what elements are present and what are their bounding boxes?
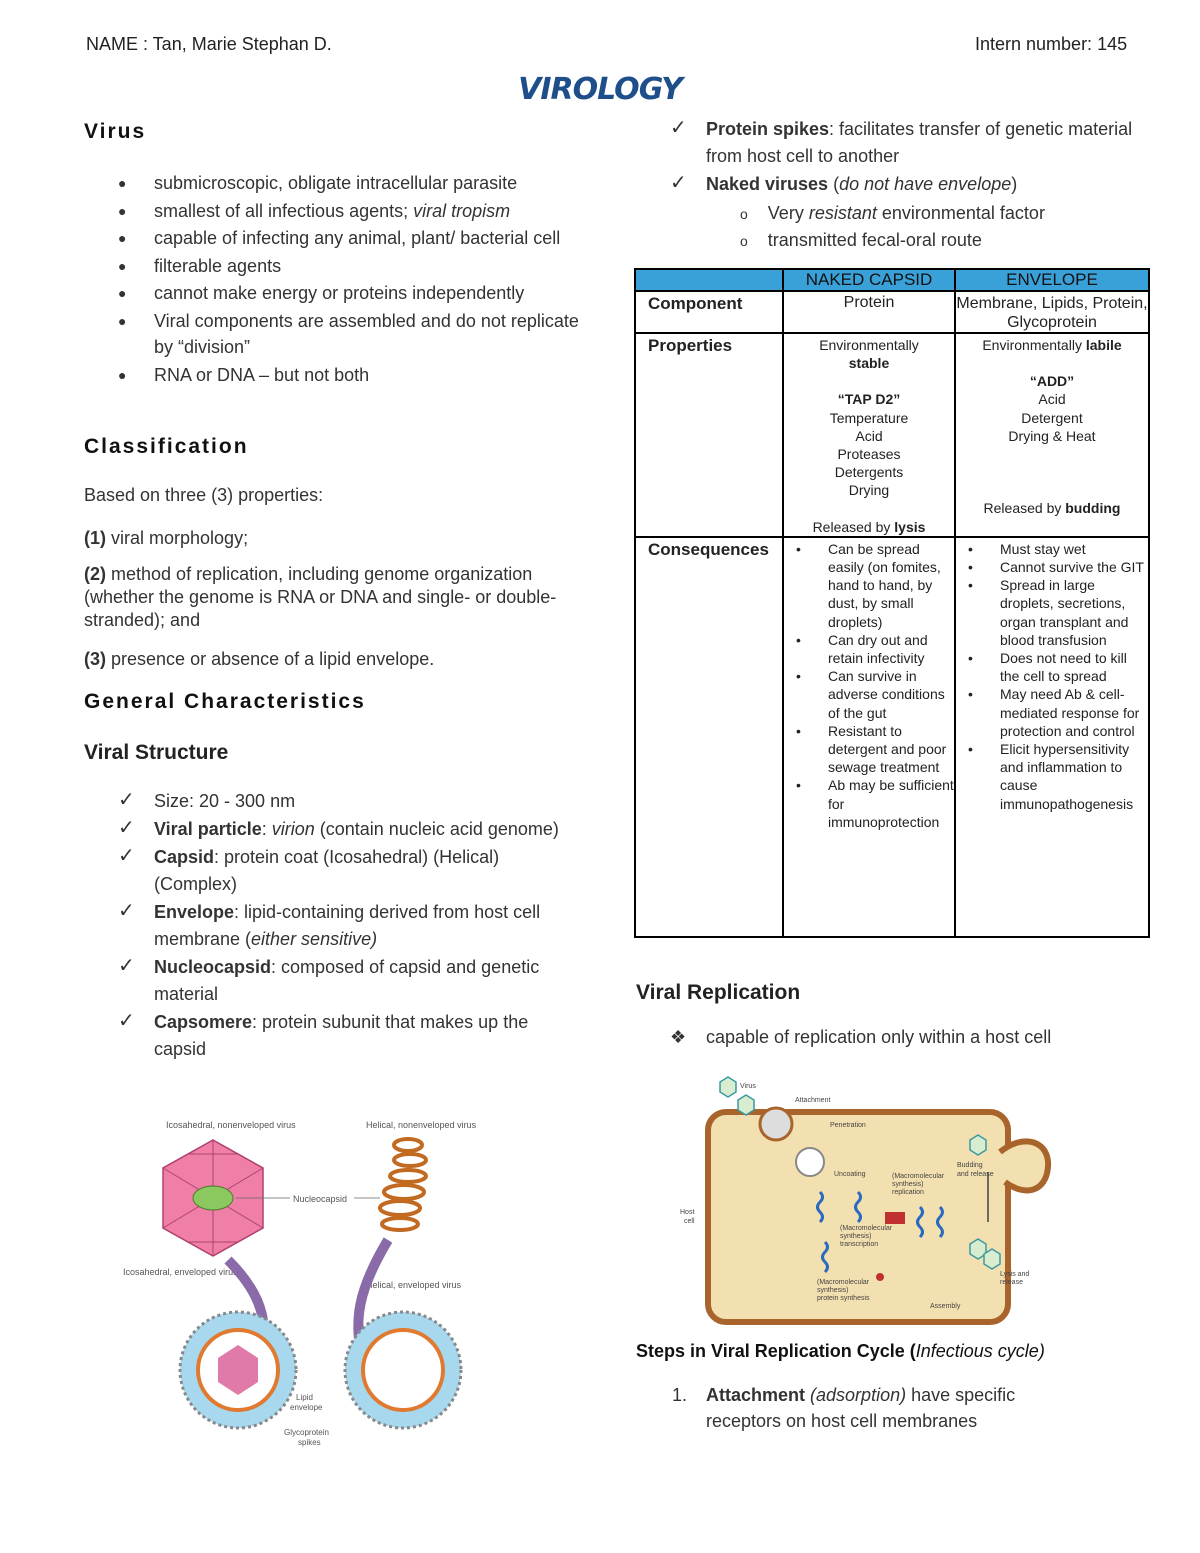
general-heading: General Characteristics xyxy=(84,690,366,713)
label-hel-env: Helical, enveloped virus xyxy=(366,1280,462,1290)
svg-text:replication: replication xyxy=(892,1189,924,1196)
table-row: Consequences • Can be spread easily (on fomites, hand to hand, by dust, by small droplets) • Can dry out and retain infectivity • Can survive in adverse conditions of the gut • Resistant to detergent and poor sewage treatment • Ab may be sufficient for immunoprotection • Must stay wet • Cannot survive the GIT • Spread in large droplets, secretions, organ transplant and blood transfusion • Does not need to kill the cell to spread • May need Ab & cell-mediated response for protection and control • Elicit hypersensitivity and inflammation to cause immunopathogenesis xyxy=(635,537,1149,937)
checkmark-icon: ✓ xyxy=(118,900,135,922)
checkmark-icon: ✓ xyxy=(670,117,687,139)
bullet-icon: ● xyxy=(118,175,127,191)
checkmark-icon: ✓ xyxy=(118,1010,135,1032)
svg-text:(Macromolecular: (Macromolecular xyxy=(892,1173,945,1180)
svg-text:Budding: Budding xyxy=(957,1162,983,1169)
list-item: ✓ Naked viruses (do not have envelope) xyxy=(636,171,1136,198)
list-item: ✓ Viral particle: virion (contain nucleic acid genome) xyxy=(84,816,584,843)
svg-text:Attachment: Attachment xyxy=(795,1097,831,1104)
classification-item-3: (3) presence or absence of a lipid envelope. xyxy=(84,649,435,669)
replication-cycle-figure xyxy=(680,1072,1060,1332)
checkmark-icon: ✓ xyxy=(118,845,135,867)
label-ico-env: Icosahedral, enveloped virus xyxy=(123,1267,238,1277)
list-item: ● smallest of all infectious agents; viral tropism xyxy=(84,198,584,225)
list-item: ● capable of infecting any animal, plant/ bacterial cell xyxy=(84,225,584,252)
svg-text:Lysis and: Lysis and xyxy=(1000,1271,1030,1278)
svg-text:Assembly: Assembly xyxy=(930,1303,961,1310)
diamond-bullet-icon: ❖ xyxy=(670,1027,687,1047)
header-envelope: ENVELOPE xyxy=(955,269,1149,291)
list-item: ● filterable agents xyxy=(84,253,584,280)
list-item: ✓ Nucleocapsid: composed of capsid and genetic material xyxy=(118,955,540,1004)
list-item: ✓ Capsid: protein coat (Icosahedral) (Helical) (Complex) xyxy=(118,845,500,894)
list-item: ✓ Size: 20 - 300 nm xyxy=(84,788,584,815)
sub-item-2: o transmitted fecal-oral route xyxy=(740,230,982,250)
checkmark-icon: ✓ xyxy=(118,789,135,811)
page-title: VIROLOGY xyxy=(518,72,682,107)
header-naked: NAKED CAPSID xyxy=(783,269,955,291)
viral-structure-heading: Viral Structure xyxy=(84,741,229,764)
label-envelope: envelope xyxy=(290,1403,323,1412)
svg-text:synthesis): synthesis) xyxy=(892,1181,924,1188)
checkmark-icon: ✓ xyxy=(118,817,135,839)
virus-structure-figure xyxy=(118,1100,528,1460)
bullet-icon: ● xyxy=(118,285,127,301)
svg-text:and release: and release xyxy=(957,1171,994,1178)
svg-text:(Macromolecular: (Macromolecular xyxy=(817,1279,870,1286)
svg-text:release: release xyxy=(1000,1279,1023,1286)
label-hel-nonenv: Helical, nonenveloped virus xyxy=(366,1120,477,1130)
list-item: ● submicroscopic, obligate intracellular parasite xyxy=(84,170,584,197)
budding-virus xyxy=(1000,1141,1048,1190)
list-item: ● RNA or DNA – but not both xyxy=(84,362,584,389)
student-name: NAME : Tan, Marie Stephan D. xyxy=(86,34,332,54)
checkmark-icon: ✓ xyxy=(670,172,687,194)
classification-heading: Classification xyxy=(84,435,249,458)
list-item: ● cannot make energy or proteins independently xyxy=(84,280,584,307)
right-top-list xyxy=(636,116,1136,199)
svg-text:synthesis): synthesis) xyxy=(840,1233,872,1240)
structure-list xyxy=(84,788,584,1064)
viral-replication-heading: Viral Replication xyxy=(636,981,801,1004)
nucleic-acid xyxy=(193,1186,233,1210)
table-row: Properties Environmentally stable “TAP D2” Temperature Acid Proteases Detergents Drying Released by lysis Environmentally labile “ADD” Acid Detergent Drying & Heat Released by budding xyxy=(635,333,1149,537)
svg-text:protein synthesis: protein synthesis xyxy=(817,1295,870,1302)
bullet-icon: ● xyxy=(118,257,127,274)
svg-text:Penetration: Penetration xyxy=(830,1122,866,1129)
label-ico-nonenv: Icosahedral, nonenveloped virus xyxy=(166,1120,296,1130)
list-item: ✓ Protein spikes: facilitates transfer of genetic material from host cell to another xyxy=(670,117,1133,166)
classification-intro: Based on three (3) properties: xyxy=(84,485,324,505)
svg-text:Host: Host xyxy=(680,1209,695,1216)
host-cell xyxy=(708,1112,1008,1322)
virus-heading: Virus xyxy=(84,120,147,143)
bullet-icon: ● xyxy=(118,312,127,329)
virus-bullets xyxy=(84,170,584,389)
svg-text:Uncoating: Uncoating xyxy=(834,1171,866,1178)
step-1: 1. Attachment (adsorption) have specific receptors on host cell membranes xyxy=(672,1385,1016,1431)
svg-text:Virus: Virus xyxy=(740,1083,756,1090)
list-item: ✓ Capsomere: protein subunit that makes up the capsid xyxy=(118,1010,529,1059)
checkmark-icon: ✓ xyxy=(118,955,135,977)
list-item: ✓ Envelope: lipid-containing derived from host cell membrane (either sensitive) xyxy=(118,900,541,949)
label-spikes: spikes xyxy=(298,1438,321,1447)
bullet-icon: ● xyxy=(118,230,127,246)
steps-title: Steps in Viral Replication Cycle (Infectious cycle) xyxy=(636,1341,1045,1361)
sub-item-1: o Very resistant environmental factor xyxy=(740,203,1045,223)
svg-text:(Macromolecular: (Macromolecular xyxy=(840,1225,893,1232)
bullet-icon: ● xyxy=(118,366,127,383)
bullet-icon: ● xyxy=(118,202,127,219)
table-row: Component Protein Membrane, Lipids, Protein, Glycoprotein xyxy=(635,291,1149,333)
list-item: ● Viral components are assembled and do not replicate by “division” xyxy=(84,308,584,361)
label-lipid: Lipid xyxy=(296,1393,313,1402)
table-header-row xyxy=(635,269,1149,291)
replication-bullet: ❖ capable of replication only within a host cell xyxy=(636,1024,1051,1050)
classification-item-1: (1) viral morphology; xyxy=(84,528,249,548)
label-nucleocapsid: Nucleocapsid xyxy=(293,1194,348,1204)
comparison-table xyxy=(634,268,1150,938)
classification-item-2: (2) method of replication, including genome organization (whether the genome is RNA or DNA and single- or double-stranded); and xyxy=(84,564,557,630)
intern-number: Intern number: 145 xyxy=(975,34,1128,54)
label-glyco: Glycoprotein xyxy=(284,1428,329,1437)
svg-text:synthesis): synthesis) xyxy=(817,1287,849,1294)
svg-text:transcription: transcription xyxy=(840,1241,879,1248)
helical-capsid xyxy=(380,1139,426,1230)
svg-text:cell: cell xyxy=(684,1218,695,1225)
